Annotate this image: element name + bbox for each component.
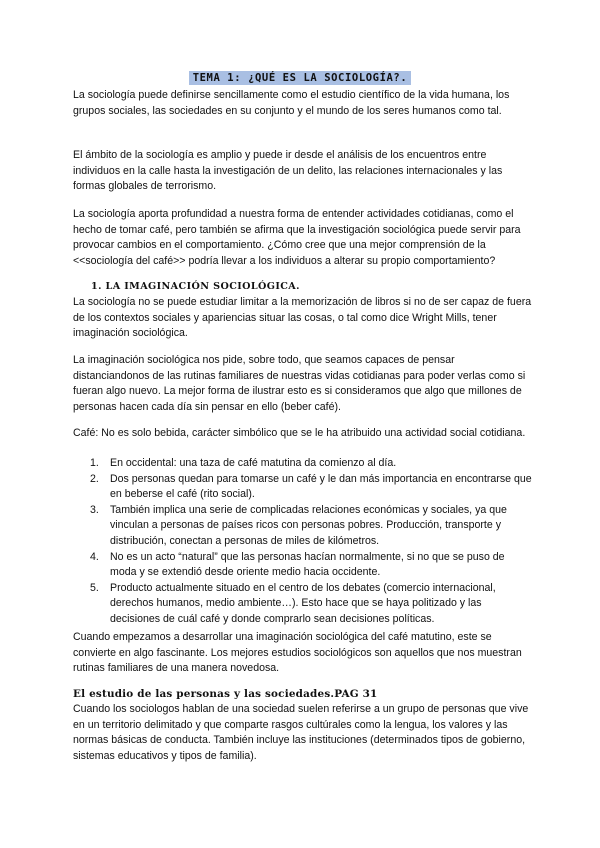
list-item-number: 1. xyxy=(90,457,99,469)
section1-paragraph-1: La sociología no se puede estudiar limitar a la memorización de libros si no de ser capaz de fuera de los contextos sociales y apariencias situar las cosas, o tal como dice Wright Mills, tener imaginación sociológica. xyxy=(73,296,532,340)
list-item-text: También implica una serie de complicadas relaciones económicas y sociales, ya que vinculan a personas de países ricos con personas pobres. Producción, transporte y distribución, conectan a personas de miles de kilómetros. xyxy=(110,503,507,547)
list-item-number: 2. xyxy=(90,472,99,485)
section2-paragraph: Cuando los sociologos hablan de una sociedad suelen referirse a un grupo de personas que vive en un territorio delimitado y que comparte rasgos cultúrales como la lengua, los valores y las normas básicas de conducta. También incluye las instituciones (determinados tipos de gobierno, sistemas educativos y tipos de familia). xyxy=(73,703,529,762)
list-item xyxy=(73,503,533,550)
intro-paragraph-3: La sociología aporta profundidad a nuestra forma de entender actividades cotidianas, como el hecho de tomar café, pero también se afirma que la investigación sociológica puede servir para provocar cambios en el comportamiento. ¿Cómo cree que una mejor comprensión de la <<sociología del café>> podría llevar a los individuos a alterar su propio comportamiento? xyxy=(73,208,521,267)
list-item xyxy=(73,472,533,503)
list-item-text: No es un acto “natural” que las personas hacían normalmente, si no que se puso de moda y se extendió desde oriente medio hacia occidente. xyxy=(110,550,505,579)
cafe-numbered-list xyxy=(73,456,533,628)
list-item-text: Producto actualmente situado en el centro de los debates (comercio internacional, derechos humanos, medio ambiente…). Esto hace que se haya politizado y las decisiones de cuál café y donde comprarlo sean decisiones políticas. xyxy=(110,581,496,625)
section-heading-imaginacion: 1. LA IMAGINACIÓN SOCIOLÓGICA. xyxy=(91,281,300,292)
section1-paragraph-cafe: Café: No es solo bebida, carácter simbólico que se le ha atribuido una actividad social cotidiana. xyxy=(73,427,526,439)
section1-closing-paragraph: Cuando empezamos a desarrollar una imaginación sociológica del café matutino, este se convierte en algo fascinante. Los mejores estudios sociológicos son aquellos que nos muestran rutinas familiares de una manera novedosa. xyxy=(73,631,522,675)
list-item xyxy=(73,581,533,628)
list-item xyxy=(73,456,533,472)
section-heading-estudio: El estudio de las personas y las sociedades.PAG 31 xyxy=(73,688,378,700)
list-item xyxy=(73,550,533,581)
list-item-text: En occidental: una taza de café matutina da comienzo al día. xyxy=(110,457,397,469)
section1-paragraph-2: La imaginación sociológica nos pide, sobre todo, que seamos capaces de pensar distanciandonos de las rutinas familiares de nuestras vidas cotidianas para poder verlas como si fueran algo nuevo. La mejor forma de ilustrar esto es si consideramos que algo que millones de personas hacen cada día sin pensar en ello (beber café). xyxy=(73,354,526,413)
page-title xyxy=(0,72,600,84)
intro-paragraph-2: El ámbito de la sociología es amplio y puede ir desde el análisis de los encuentros entre individuos en la calle hasta la investigación de un delito, las relaciones internacionales y las formas globales de terrorismo. xyxy=(73,149,503,193)
list-item-number: 4. xyxy=(90,550,99,563)
intro-paragraph-1: La sociología puede definirse sencillamente como el estudio científico de la vida humana, los grupos sociales, las sociedades en su conjunto y el mundo de los seres humanos como tal. xyxy=(73,89,510,117)
list-item-text: Dos personas quedan para tomarse un café y le dan más importancia en encontrarse que en beberse el café (rito social). xyxy=(110,472,532,501)
list-item-number: 3. xyxy=(90,503,99,516)
page-title-text: TEMA 1: ¿QUÉ ES LA SOCIOLOGÍA?. xyxy=(189,71,412,85)
list-item-number: 5. xyxy=(90,581,99,594)
